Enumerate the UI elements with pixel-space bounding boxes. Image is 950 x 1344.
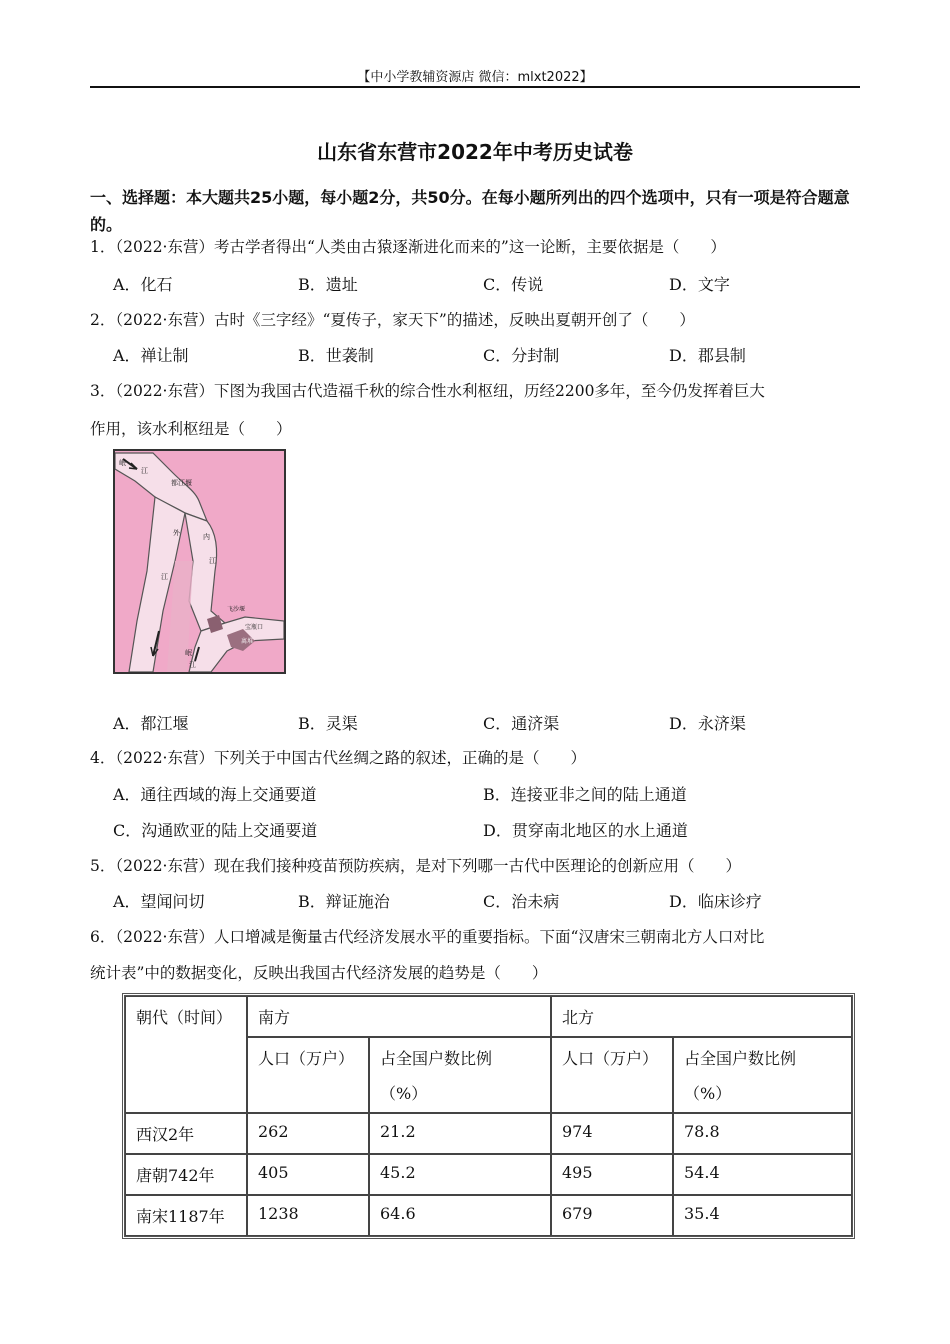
cell-dynasty: 唐朝742年 — [125, 1154, 247, 1195]
header-north-ratio — [673, 1037, 852, 1113]
label-min-2: 岷 — [185, 649, 192, 657]
header-south-ratio-line2: （%） — [380, 1084, 428, 1103]
q4-option-b[interactable]: B．连接亚非之间的陆上通道 — [483, 785, 687, 804]
header-south: 南方 — [247, 996, 551, 1037]
question-1-stem: 1．（2022·东营）考古学者得出“人类由古猿逐渐进化而来的”这一论断，主要依据是（ ） — [90, 238, 726, 256]
cell-north-ratio: 54.4 — [673, 1154, 852, 1195]
header-divider — [90, 86, 860, 88]
cell-dynasty: 西汉2年 — [125, 1113, 247, 1154]
header-south-ratio — [369, 1037, 551, 1113]
cell-south-population: 1238 — [247, 1195, 369, 1236]
q4-option-a[interactable]: A．通往西域的海上交通要道 — [113, 785, 317, 804]
label-baopingkou: 宝瓶口 — [245, 624, 264, 631]
q2-option-a[interactable]: A．禅让制 — [113, 346, 189, 365]
header-north: 北方 — [551, 996, 852, 1037]
question-3-stem-line1: 3．（2022·东营）下图为我国古代造福千秋的综合性水利枢纽，历经2200多年，至今仍发挥着巨大 — [90, 382, 765, 400]
header-north-ratio-line2: （%） — [684, 1084, 732, 1103]
q4-option-c[interactable]: C．沟通欧亚的陆上交通要道 — [113, 821, 318, 840]
q1-option-b[interactable]: B．遗址 — [298, 275, 358, 294]
cell-north-population: 974 — [551, 1113, 673, 1154]
q3-option-a[interactable]: A．都江堰 — [113, 714, 189, 733]
cell-north-ratio: 35.4 — [673, 1195, 852, 1236]
question-6-stem-line1: 6．（2022·东营）人口增减是衡量古代经济发展水平的重要指标。下面“汉唐宋三朝南北方人口对比 — [90, 928, 765, 946]
cell-dynasty: 南宋1187年 — [125, 1195, 247, 1236]
exam-title: 山东省东营市2022年中考历史试卷 — [317, 140, 633, 164]
dujiangyan-map — [113, 449, 286, 674]
question-6-stem-line2: 统计表”中的数据变化，反映出我国古代经济发展的趋势是（ ） — [90, 964, 548, 982]
header-north-population: 人口（万户） — [551, 1037, 673, 1113]
table-row — [125, 1113, 852, 1154]
question-4-stem: 4．（2022·东营）下列关于中国古代丝绸之路的叙述，正确的是（ ） — [90, 749, 586, 767]
cell-south-population: 262 — [247, 1113, 369, 1154]
label-feishayan: 飞沙堰 — [227, 606, 246, 613]
q5-option-b[interactable]: B．辩证施治 — [298, 892, 390, 911]
cell-north-population: 495 — [551, 1154, 673, 1195]
q5-option-c[interactable]: C．治未病 — [483, 892, 560, 911]
section-instructions: 一、选择题：本大题共25小题，每小题2分，共50分。在每小题所列出的四个选项中，只有一项是符合题意的。 — [90, 188, 850, 234]
label-jiang-3: 江 — [161, 573, 168, 581]
page-header: 【中小学教辅资源店 微信：mlxt2022】 — [357, 70, 593, 85]
cell-north-population: 679 — [551, 1195, 673, 1236]
table-row — [125, 1195, 852, 1236]
q1-option-d[interactable]: D．文字 — [669, 275, 730, 294]
q2-option-c[interactable]: C．分封制 — [483, 346, 560, 365]
table-row — [125, 1154, 852, 1195]
cell-north-ratio: 78.8 — [673, 1113, 852, 1154]
label-jiang-4: 江 — [189, 661, 196, 669]
label-nei: 内 — [203, 533, 210, 541]
label-min-1: 岷 — [119, 459, 126, 467]
q2-option-d[interactable]: D．郡县制 — [669, 346, 746, 365]
q1-option-c[interactable]: C．传说 — [483, 275, 544, 294]
population-table — [122, 993, 855, 1239]
header-dynasty: 朝代（时间） — [125, 996, 247, 1113]
cell-south-ratio: 45.2 — [369, 1154, 551, 1195]
question-3-stem-line2: 作用，该水利枢纽是（ ） — [90, 420, 292, 438]
q3-option-b[interactable]: B．灵渠 — [298, 714, 358, 733]
q5-option-d[interactable]: D．临床诊疗 — [669, 892, 762, 911]
cell-south-ratio: 21.2 — [369, 1113, 551, 1154]
q5-option-a[interactable]: A．望闻问切 — [113, 892, 205, 911]
table-header-row-1 — [125, 996, 852, 1037]
q3-option-d[interactable]: D．永济渠 — [669, 714, 746, 733]
label-wai: 外 — [173, 529, 180, 537]
q3-option-c[interactable]: C．通济渠 — [483, 714, 560, 733]
question-2-stem: 2．（2022·东营）古时《三字经》“夏传子，家天下”的描述，反映出夏朝开创了（ ） — [90, 311, 695, 329]
q1-option-a[interactable]: A．化石 — [113, 275, 173, 294]
header-north-ratio-line1: 占全国户数比例 — [684, 1049, 797, 1068]
cell-south-ratio: 64.6 — [369, 1195, 551, 1236]
label-jiang-1: 江 — [141, 467, 148, 475]
question-5-stem: 5．（2022·东营）现在我们接种疫苗预防疾病，是对下列哪一古代中医理论的创新应用（ ） — [90, 857, 741, 875]
label-dujiangyan: 都江堰 — [171, 479, 192, 487]
label-lidui: 离堆 — [241, 638, 254, 645]
q2-option-b[interactable]: B．世袭制 — [298, 346, 374, 365]
label-jiang-2: 江 — [209, 557, 216, 565]
header-south-population: 人口（万户） — [247, 1037, 369, 1113]
header-south-ratio-line1: 占全国户数比例 — [380, 1049, 493, 1068]
cell-south-population: 405 — [247, 1154, 369, 1195]
q4-option-d[interactable]: D．贯穿南北地区的水上通道 — [483, 821, 688, 840]
